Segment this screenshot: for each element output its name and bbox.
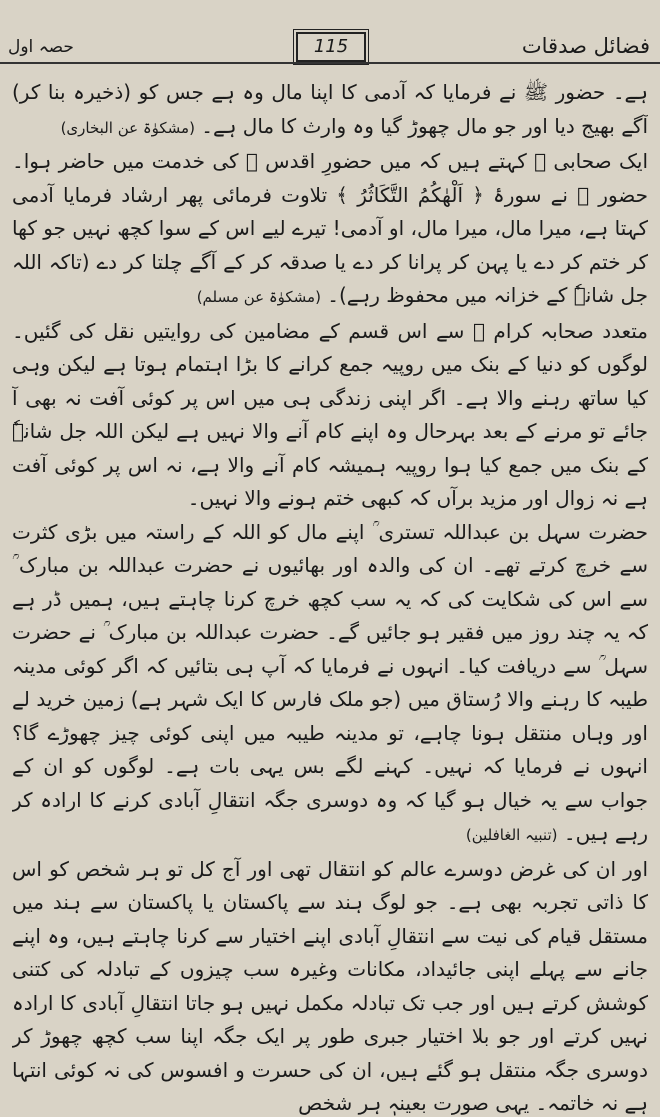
paragraph-text: ہے۔ حضور ﷺ نے فرمایا کہ آدمی کا اپنا مال وہ ہے جس کو (ذخیرہ بنا کر) آگے بھیج دیا اور جو مال چھوڑ گیا وہ وارث کا مال ہے۔: [12, 80, 648, 138]
page-body: [12, 76, 648, 1117]
paragraph-text: متعدد صحابہ کرام ؓ سے اس قسم کے مضامین کی روایتیں نقل کی گئیں۔ لوگوں کو دنیا کے بنک میں روپیہ جمع کرانے کا بڑا اہتمام ہوتا ہے لیکن وہی کیا ساتھ رہنے والا ہے۔ اگر اپنی زندگی ہی میں اس پر کوئی آفت نہ بھی آ جائے تو مرنے کے بعد بہرحال وہ اپنے کام آنے والا نہیں ہے لیکن اللہ جل شانہٗ کے بنک میں جمع کیا ہوا روپیہ ہمیشہ کام آنے والا ہے، نہ اس پر کوئی آفت ہے نہ زوال اور مزید برآں کہ کبھی ختم ہونے والا نہیں۔: [12, 318, 648, 510]
volume-label: حصہ اول: [8, 37, 74, 57]
paragraph-text: اور ان کی غرض دوسرے عالم کو انتقال تھی اور آج کل تو ہر شخص کو اس کا ذاتی تجربہ بھی ہے۔ جو لوگ ہند سے پاکستان یا پاکستان سے ہند میں مستقل قیام کی نیت سے انتقالِ آبادی اپنے اختیار سے کرنا چاہتے ہیں، وہ اپنے جانے سے پہلے اپنی جائیداد، مکانات وغیرہ سب چیزوں کے تبادلہ کی کتنی کوشش کرتے ہیں اور جب تک تبادلہ مکمل نہیں ہو جاتا انتقالِ آبادی کا ارادہ نہیں کرتے اور جو بلا اختیار جبری طور پر ایک جگہ اپنا سب کچھ چھوڑ کر دوسری جگہ منتقل ہو گئے ہیں، ان کی حسرت و افسوس کی نہ کوئی انتہا ہے نہ خاتمہ۔ یہی صورت بعینہٖ ہر شخص: [12, 856, 648, 1115]
paragraph: [12, 315, 648, 516]
reference: (مشکوٰۃ عن البخاری): [60, 118, 195, 137]
paragraph-text: ایک صحابی ؓ کہتے ہیں کہ میں حضورِ اقدس ﷺ کی خدمت میں حاضر ہوا۔ حضور ﷺ نے سورۂ ﴿ اَلْهٰكُمُ التَّكَاثُرُ ﴾ تلاوت فرمائی پھر ارشاد فرمایا آدمی کہتا ہے، میرا مال، میرا مال، او آدمی! تیرے لیے اس کے سوا کچھ نہیں جو کھا کر ختم کر دے یا پہن کر پرانا کر دے یا صدقہ کر کے آگے چلتا کر دے (تاکہ اللہ جل شانہٗ کے خزانہ میں محفوظ رہے)۔: [12, 149, 648, 307]
page-header: [0, 0, 660, 72]
paragraph-text: حضرت سہل بن عبداللہ تستری ؒ اپنے مال کو اللہ کے راستہ میں بڑی کثرت سے خرچ کرتے تھے۔ ان کی والدہ اور بھائیوں نے حضرت عبداللہ بن مبارک ؒ سے اس کی شکایت کی کہ یہ سب کچھ خرچ کرنا چاہتے ہیں، ہمیں ڈر ہے کہ یہ چند روز میں فقیر ہو جائیں گے۔ حضرت عبداللہ بن مبارک ؒ نے حضرت سہل ؒ سے دریافت کیا۔ انہوں نے فرمایا کہ آپ ہی بتائیں کہ اگر کوئی مدینہ طیبہ کا رہنے والا رُستاق میں (جو ملک فارس کا ایک شہر ہے) زمین خرید لے اور وہاں منتقل ہونا چاہے، تو مدینہ طیبہ میں اپنی کوئی چیز چھوڑے گا؟ انہوں نے فرمایا کہ نہیں۔ کہنے لگے بس یہی بات ہے۔ لوگوں کو ان کے جواب سے یہ خیال ہو گیا کہ وہ دوسری جگہ انتقالِ آبادی کرنے کا ارادہ کر رہے ہیں۔: [12, 519, 648, 845]
page-number: 115: [296, 32, 366, 62]
paragraph: [12, 516, 648, 853]
paragraph: [12, 145, 648, 315]
reference: (تنبیہ الغافلین): [465, 826, 558, 844]
paragraph: [12, 76, 648, 145]
reference: (مشکوٰۃ عن مسلم): [196, 288, 321, 306]
paragraph: [12, 853, 648, 1117]
header-rule: [0, 62, 660, 64]
book-title: فضائل صدقات: [521, 34, 650, 58]
